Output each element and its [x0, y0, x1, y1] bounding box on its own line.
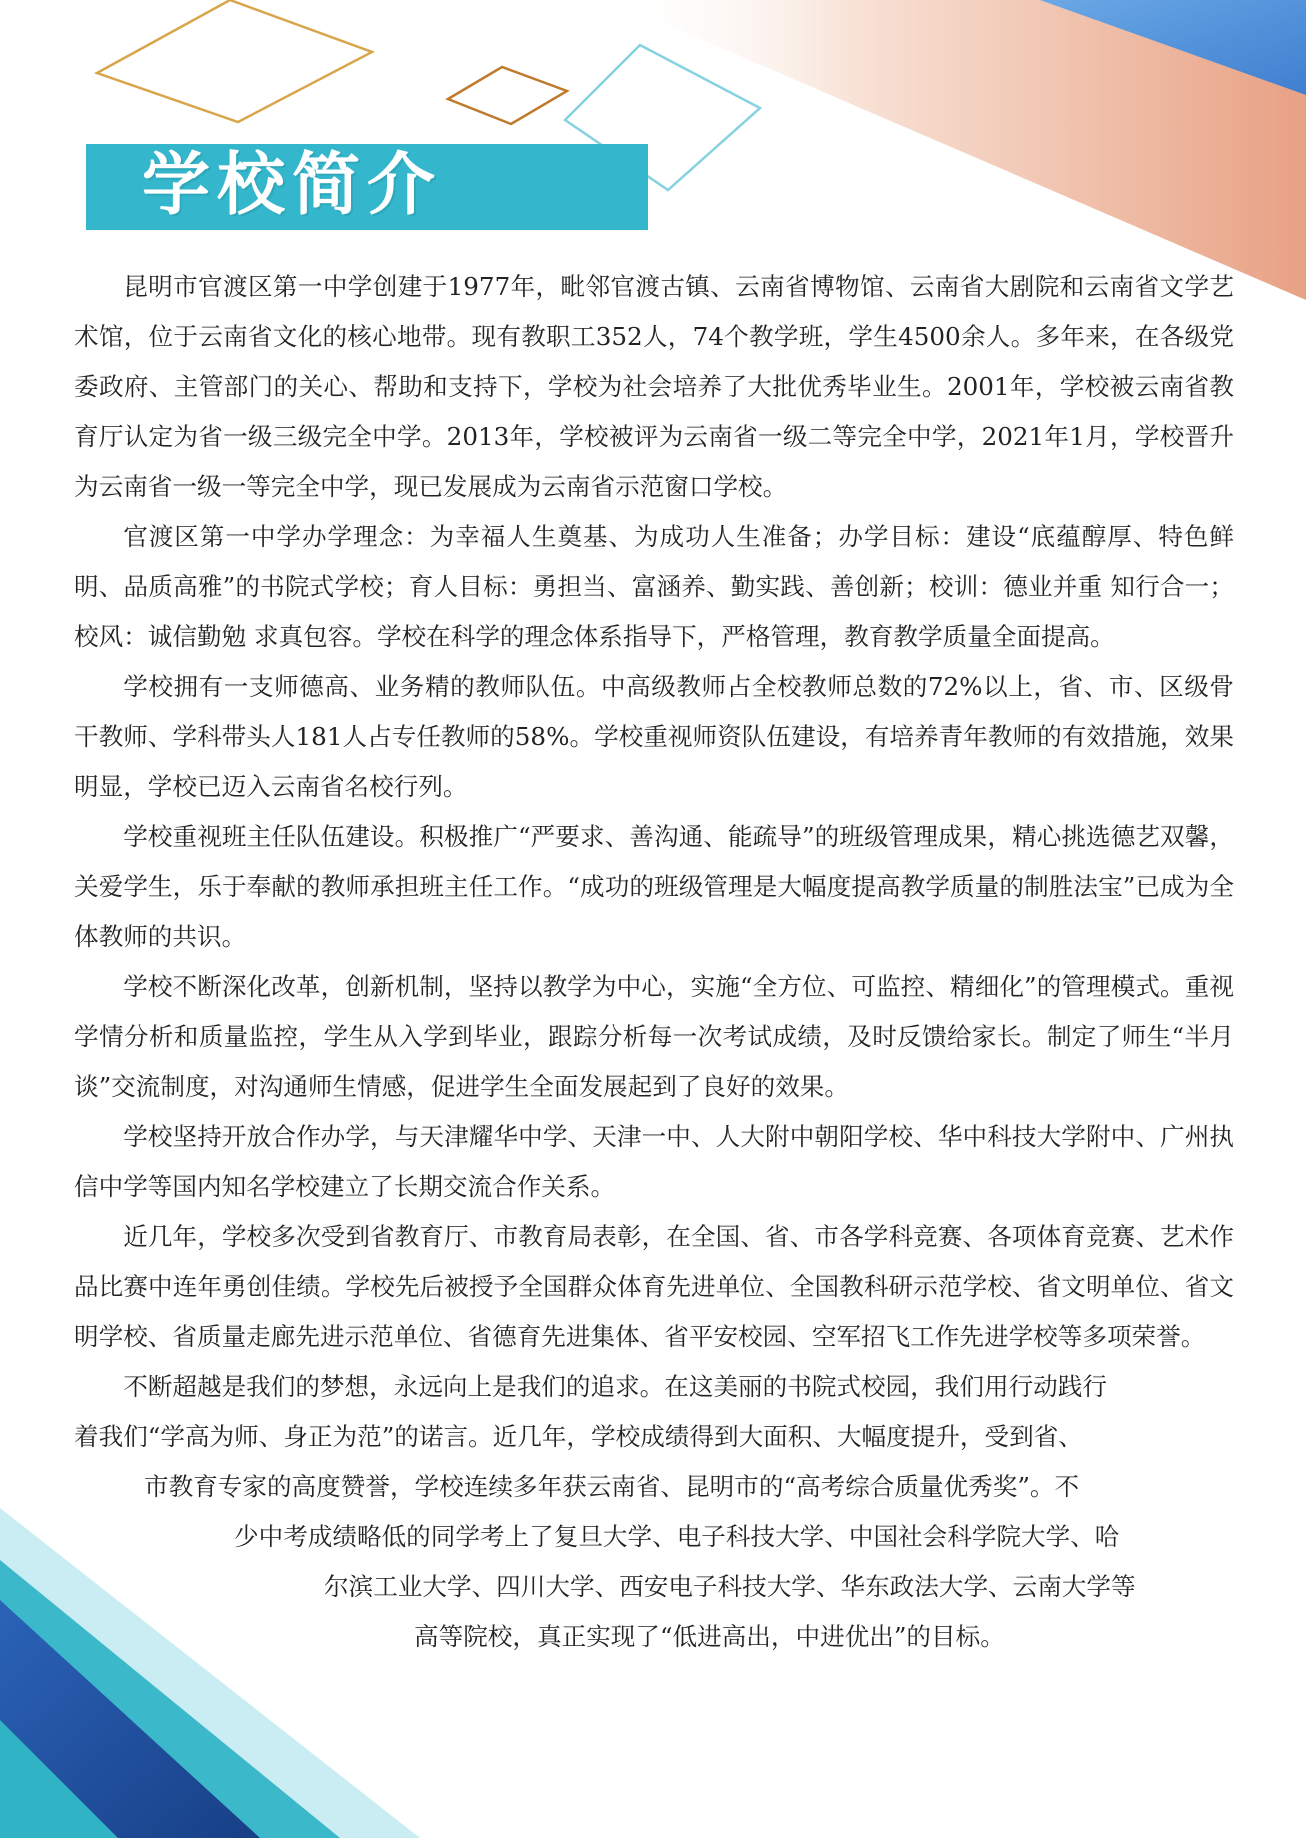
paragraph-class-management: 学校重视班主任队伍建设。积极推广“严要求、善沟通、能疏导”的班级管理成果，精心挑选德艺双馨，关爱学生，乐于奉献的教师承担班主任工作。“成功的班级管理是大幅度提高教学质量的制胜法宝”已成为全体教师的共识。: [74, 822, 1234, 951]
paragraph-honors: 近几年，学校多次受到省教育厅、市教育局表彰，在全国、省、市各学科竞赛、各项体育竞赛、艺术作品比赛中连年勇创佳绩。学校先后被授予全国群众体育先进单位、全国教科研示范学校、省文明单位、省文明学校、省质量走廊先进示范单位、省德育先进集体、省平安校园、空军招飞工作先进学校等多项荣誉。: [74, 1222, 1234, 1351]
closing-line: 尔滨工业大学、四川大学、西安电子科技大学、华东政法大学、云南大学等: [324, 1572, 1136, 1601]
closing-line: 市教育专家的高度赞誉，学校连续多年获云南省、昆明市的“高考综合质量优秀奖”。不: [144, 1472, 1080, 1501]
paragraph-cooperation: 学校坚持开放合作办学，与天津耀华中学、天津一中、人大附中朝阳学校、华中科技大学附中、广州执信中学等国内知名学校建立了长期交流合作关系。: [74, 1122, 1234, 1201]
paragraph-philosophy: 官渡区第一中学办学理念：为幸福人生奠基、为成功人生准备；办学目标：建设“底蕴醇厚、特色鲜明、品质高雅”的书院式学校；育人目标：勇担当、富涵养、勤实践、善创新；校训：德业并重 知行合一；校风：诚信勤勉 求真包容。学校在科学的理念体系指导下，严格管理，教育教学质量全面提高。: [74, 522, 1234, 651]
paragraph-history: 昆明市官渡区第一中学创建于1977年，毗邻官渡古镇、云南省博物馆、云南省大剧院和云南省文学艺术馆，位于云南省文化的核心地带。现有教职工352人，74个教学班，学生4500余人。多年来，在各级党委政府、主管部门的关心、帮助和支持下，学校为社会培养了大批优秀毕业生。2001年，学校被云南省教育厅认定为省一级三级完全中学。2013年，学校被评为云南省一级二等完全中学，2021年1月，学校晋升为云南省一级一等完全中学，现已发展成为云南省示范窗口学校。: [74, 272, 1234, 501]
closing-line: 少中考成绩略低的同学考上了复旦大学、电子科技大学、中国社会科学院大学、哈: [234, 1522, 1120, 1551]
paragraph-teachers: 学校拥有一支师德高、业务精的教师队伍。中高级教师占全校教师总数的72%以上，省、市、区级骨干教师、学科带头人181人占专任教师的58%。学校重视师资队伍建设，有培养青年教师的有效措施，效果明显，学校已迈入云南省名校行列。: [74, 672, 1234, 801]
closing-line: 着我们“学高为师、身正为范”的诺言。近几年，学校成绩得到大面积、大幅度提升，受到省、: [74, 1422, 1083, 1451]
closing-line: 高等院校，真正实现了“低进高出，中进优出”的目标。: [414, 1622, 1005, 1651]
paragraph-achievements: [74, 1362, 1234, 1662]
paragraph-reform: 学校不断深化改革，创新机制，坚持以教学为中心，实施“全方位、可监控、精细化”的管理模式。重视学情分析和质量监控，学生从入学到毕业，跟踪分析每一次考试成绩，及时反馈给家长。制定了师生“半月谈”交流制度，对沟通师生情感，促进学生全面发展起到了良好的效果。: [74, 972, 1234, 1101]
closing-line: 不断超越是我们的梦想，永远向上是我们的追求。在这美丽的书院式校园，我们用行动践行: [123, 1372, 1107, 1401]
small-gold-diamond-outline: [448, 67, 567, 124]
intro-content: [74, 262, 1234, 1662]
page-title: 学校简介: [142, 146, 443, 225]
gold-diamond-outline: [97, 0, 372, 122]
